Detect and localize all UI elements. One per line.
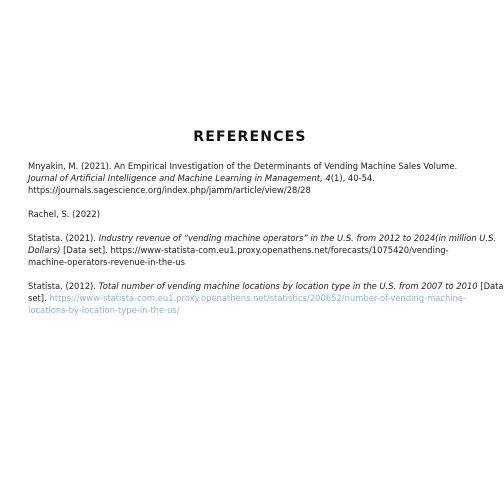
reference-type-continued: set]. (28, 293, 47, 303)
reference-text: Rachel, S. (2022) (28, 209, 100, 219)
reference-journal: Journal of Artificial Intelligence and Machine Learning in Management, 4 (28, 173, 331, 183)
reference-type: [Data (480, 281, 504, 291)
reference-url-continued: machine-operators-revenue-in-the-us (28, 257, 185, 267)
reference-url: https://www-statista-com.eu1.proxy.openathens.net/forecasts/1075420/vending- (110, 245, 449, 255)
reference-item-rachel (28, 208, 468, 220)
reference-link[interactable]: https://www-statista-com.eu1.proxy.openathens.net/statistics/200652/number-of-vending-machine- (49, 293, 467, 303)
reference-author-year: Mnyakin, M. (2021). An Empirical Investigation of the Determinants of Vending Machine Sales Volume. (28, 161, 458, 171)
reference-type: [Data set]. (63, 245, 108, 255)
reference-item-statista-2021 (28, 232, 497, 268)
page-title: REFERENCES (193, 129, 307, 145)
reference-item-mnyakin (28, 160, 468, 196)
reference-title-continued: Dollars) (28, 245, 61, 255)
reference-title: Total number of vending machine locations by location type in the U.S. from 2007 to 2010 (98, 281, 478, 291)
reference-author-year: Statista. (2021). (28, 233, 96, 243)
reference-list (28, 160, 504, 328)
reference-link-continued[interactable]: locations-by-location-type-in-the-us/ (28, 305, 180, 315)
reference-url: https://journals.sagescience.org/index.php/jamm/article/view/28/28 (28, 185, 311, 195)
reference-author-year: Statista. (2012). (28, 281, 96, 291)
reference-issue-pages: (1), 40-54. (330, 173, 375, 183)
reference-title: Industry revenue of “vending machine operators” in the U.S. from 2012 to 2024(in million U.S. (98, 233, 497, 243)
reference-item-statista-2012 (28, 280, 504, 316)
